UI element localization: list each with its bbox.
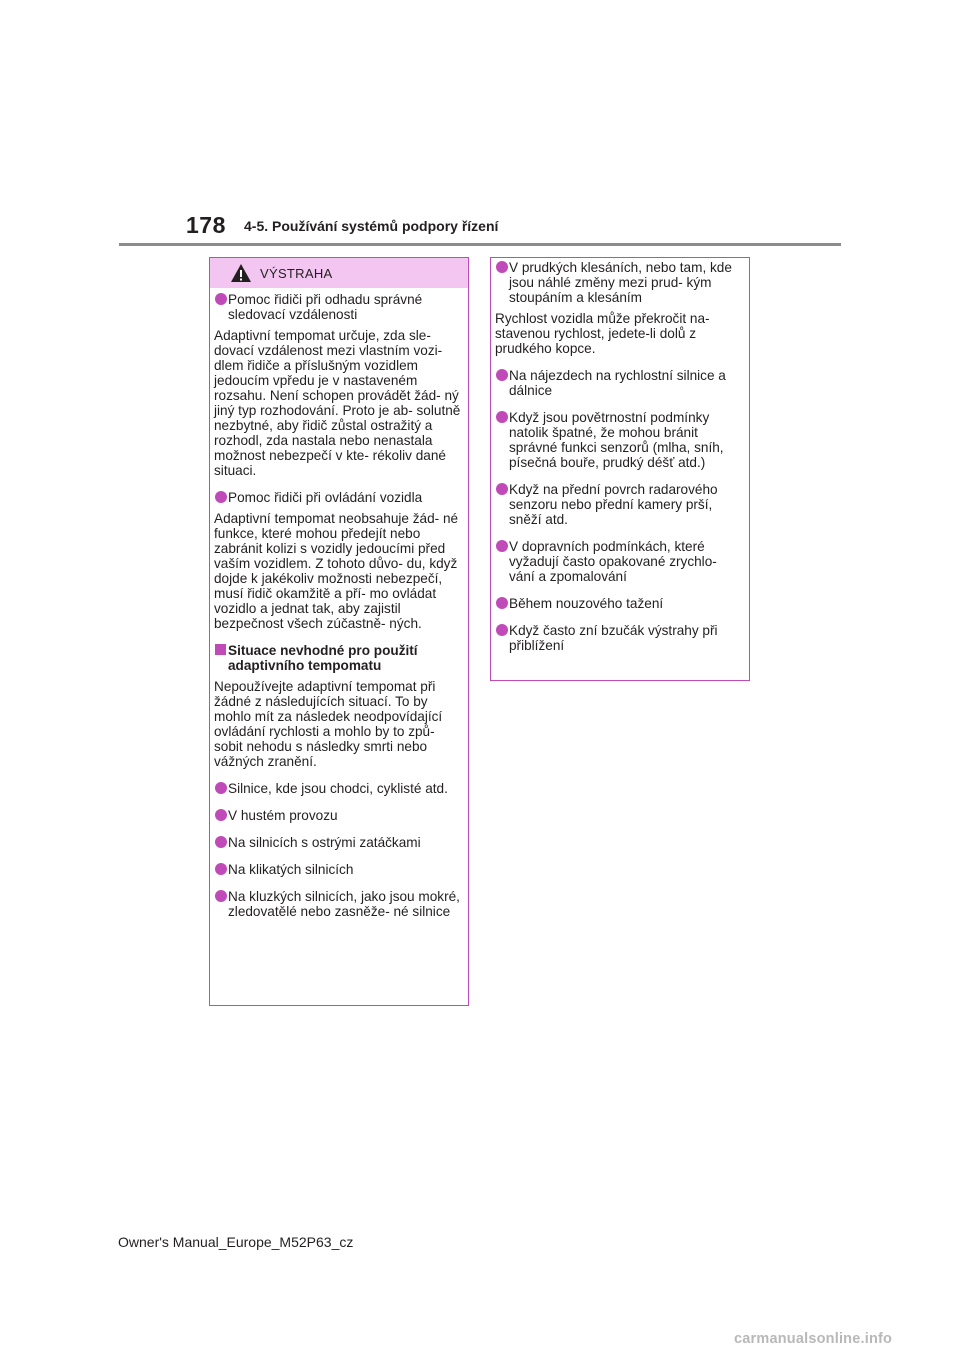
bullet-text: Když jsou povětrnostní podmínky natolik špatné, že mohou bránit správné funkci senzorů (mlha, sníh, písečná bouře, prudký déšť atd.) xyxy=(509,410,724,470)
circle-bullet-icon xyxy=(496,624,508,636)
bullet-item xyxy=(210,808,468,823)
square-bullet-icon xyxy=(215,644,226,655)
paragraph: Adaptivní tempomat určuje, zda sle- dovací vzdálenost mezi vlastním vozi- dlem řidiče a příslušným vozidlem jedoucím vpředu je v nastaveném rozsahu. Není schopen provádět žád- ný jiný typ rozhodování. Proto je ab- solutně nezbytné, aby řidič zůstal ostražitý a rozhodl, zda nastala nebo nenastala možnost nebezpečí v kte- rékoliv dané situaci. xyxy=(214,328,461,478)
bullet-text: V prudkých klesáních, nebo tam, kde jsou náhlé změny mezi prud- kým stoupáním a klesáním xyxy=(509,260,732,305)
bullet-item xyxy=(210,889,468,919)
bullet-item xyxy=(210,781,468,796)
circle-bullet-icon xyxy=(496,261,508,273)
circle-bullet-icon xyxy=(215,293,227,305)
section-title: 4-5. Používání systémů podpory řízení xyxy=(244,218,499,234)
bullet-text: V dopravních podmínkách, které vyžadují často opakované zrychlo- vání a zpomalování xyxy=(509,539,717,584)
circle-bullet-icon xyxy=(215,836,227,848)
bullet-item xyxy=(491,482,749,527)
bullet-item xyxy=(491,539,749,584)
warning-title: VÝSTRAHA xyxy=(260,265,333,281)
bullet-item xyxy=(491,260,749,305)
circle-bullet-icon xyxy=(215,863,227,875)
bullet-text: Během nouzového tažení xyxy=(509,596,664,611)
warning-box-left xyxy=(209,257,469,1006)
warning-triangle-icon xyxy=(230,263,252,283)
bullet-item xyxy=(210,862,468,877)
header-rule xyxy=(119,243,841,246)
warning-body-right xyxy=(491,258,749,653)
circle-bullet-icon xyxy=(215,890,227,902)
bullet-item xyxy=(210,292,468,322)
paragraph: Nepoužívejte adaptivní tempomat při žádné z následujících situací. To by mohlo mít za následek neodpovídající ovládání rychlosti a mohlo by to způ- sobit nehodu s následky smrti nebo vážných zranění. xyxy=(214,679,443,769)
circle-bullet-icon xyxy=(496,411,508,423)
page-number: 178 xyxy=(186,212,226,238)
circle-bullet-icon xyxy=(215,491,227,503)
bullet-text: Když často zní bzučák výstrahy při přiblížení xyxy=(509,623,718,653)
bullet-item xyxy=(491,596,749,611)
bullet-text: Situace nevhodné pro použití adaptivního tempomatu xyxy=(228,643,418,673)
circle-bullet-icon xyxy=(496,597,508,609)
bullet-item xyxy=(210,835,468,850)
watermark: carmanualsonline.info xyxy=(734,1331,893,1347)
bullet-text: Na nájezdech na rychlostní silnice a dálnice xyxy=(509,368,726,398)
warning-box-right xyxy=(490,257,750,681)
bullet-text: Pomoc řidiči při ovládání vozidla xyxy=(228,490,423,505)
bullet-text: Na kluzkých silnicích, jako jsou mokré, zledovatělé nebo zasněže- né silnice xyxy=(228,889,460,919)
circle-bullet-icon xyxy=(215,809,227,821)
bullet-item xyxy=(210,490,468,505)
subheading-item xyxy=(210,643,468,673)
bullet-text: Silnice, kde jsou chodci, cyklisté atd. xyxy=(228,781,448,796)
warning-header xyxy=(210,258,468,288)
circle-bullet-icon xyxy=(496,483,508,495)
bullet-item xyxy=(491,623,749,653)
bullet-text: Na silnicích s ostrými zatáčkami xyxy=(228,835,421,850)
bullet-text: V hustém provozu xyxy=(228,808,338,823)
footer-manual-id: Owner's Manual_Europe_M52P63_cz xyxy=(118,1234,354,1250)
bullet-text: Pomoc řidiči při odhadu správné sledovací vzdálenosti xyxy=(228,292,423,322)
paragraph: Adaptivní tempomat neobsahuje žád- né funkce, které mohou předejít nebo zabránit kolizi s vozidly jedoucími před vaším vozidlem. Z tohoto důvo- du, když dojde k jakékoliv možnosti nebezpečí, musí řidič okamžitě a pří- mo ovládat vozidlo a jednat tak, aby zajistil bezpečnost všech zúčastně- ných. xyxy=(214,511,459,631)
bullet-item xyxy=(491,410,749,470)
bullet-text: Když na přední povrch radarového senzoru nebo přední kamery prší, sněží atd. xyxy=(509,482,718,527)
bullet-item xyxy=(491,368,749,398)
circle-bullet-icon xyxy=(215,782,227,794)
circle-bullet-icon xyxy=(496,369,508,381)
paragraph: Rychlost vozidla může překročit na- stavenou rychlost, jedete-li dolů z prudkého kopce. xyxy=(495,311,710,356)
warning-body-left xyxy=(210,288,468,919)
bullet-text: Na klikatých silnicích xyxy=(228,862,354,877)
circle-bullet-icon xyxy=(496,540,508,552)
